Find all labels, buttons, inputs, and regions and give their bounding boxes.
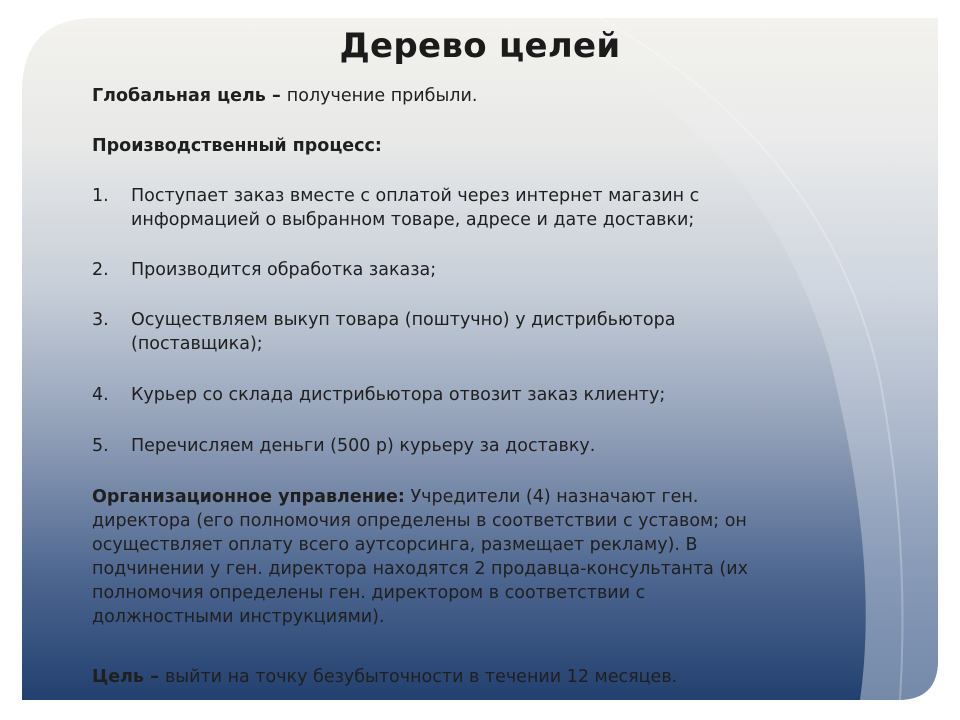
list-item-text: Перечисляем деньги (500 р) курьеру за доставку. bbox=[131, 436, 596, 456]
list-item-number: 2. bbox=[92, 260, 109, 280]
management-paragraph bbox=[92, 485, 782, 629]
list-item-number: 3. bbox=[92, 310, 109, 330]
list-item-text: Поступает заказ вместе с оплатой через интернет магазин с информацией о выбранном товаре, адресе и дате доставки; bbox=[131, 186, 700, 230]
list-item-number: 4. bbox=[92, 385, 109, 405]
global-goal-label: Глобальная цель bbox=[92, 86, 266, 106]
list-item-number: 1. bbox=[92, 186, 109, 206]
global-goal-text: получение прибыли. bbox=[286, 86, 478, 106]
list-item-text: Производится обработка заказа; bbox=[131, 260, 437, 280]
goal-label: Цель bbox=[92, 667, 144, 687]
goal-text: выйти на точку безубыточности в течении 12 месяцев. bbox=[164, 667, 678, 687]
management-label: Организационное управление: bbox=[92, 487, 405, 507]
page-title: Дерево целей bbox=[339, 26, 621, 66]
list-item-text: Осуществляем выкуп товара (поштучно) у дистрибьютора (поставщика); bbox=[131, 310, 676, 354]
goal-line bbox=[92, 665, 792, 689]
list-item-number: 5. bbox=[92, 436, 109, 456]
list-item-text: Курьер со склада дистрибьютора отвозит заказ клиенту; bbox=[131, 385, 666, 405]
global-goal-line bbox=[92, 84, 792, 108]
management-text: Учредители (4) назначают ген. директора (его полномочия определены в соответствии с уставом; он осуществляет оплату всего аутсорсинга, размещает рекламу). В подчинении у ген. директора находятся 2 продавца-консультанта (их полномочия определены ген. директором в соответствии с должностными инструкциями). bbox=[92, 487, 748, 627]
process-heading: Производственный процесс: bbox=[92, 136, 382, 156]
goal-dash: – bbox=[144, 667, 165, 687]
global-goal-dash: – bbox=[265, 86, 287, 106]
